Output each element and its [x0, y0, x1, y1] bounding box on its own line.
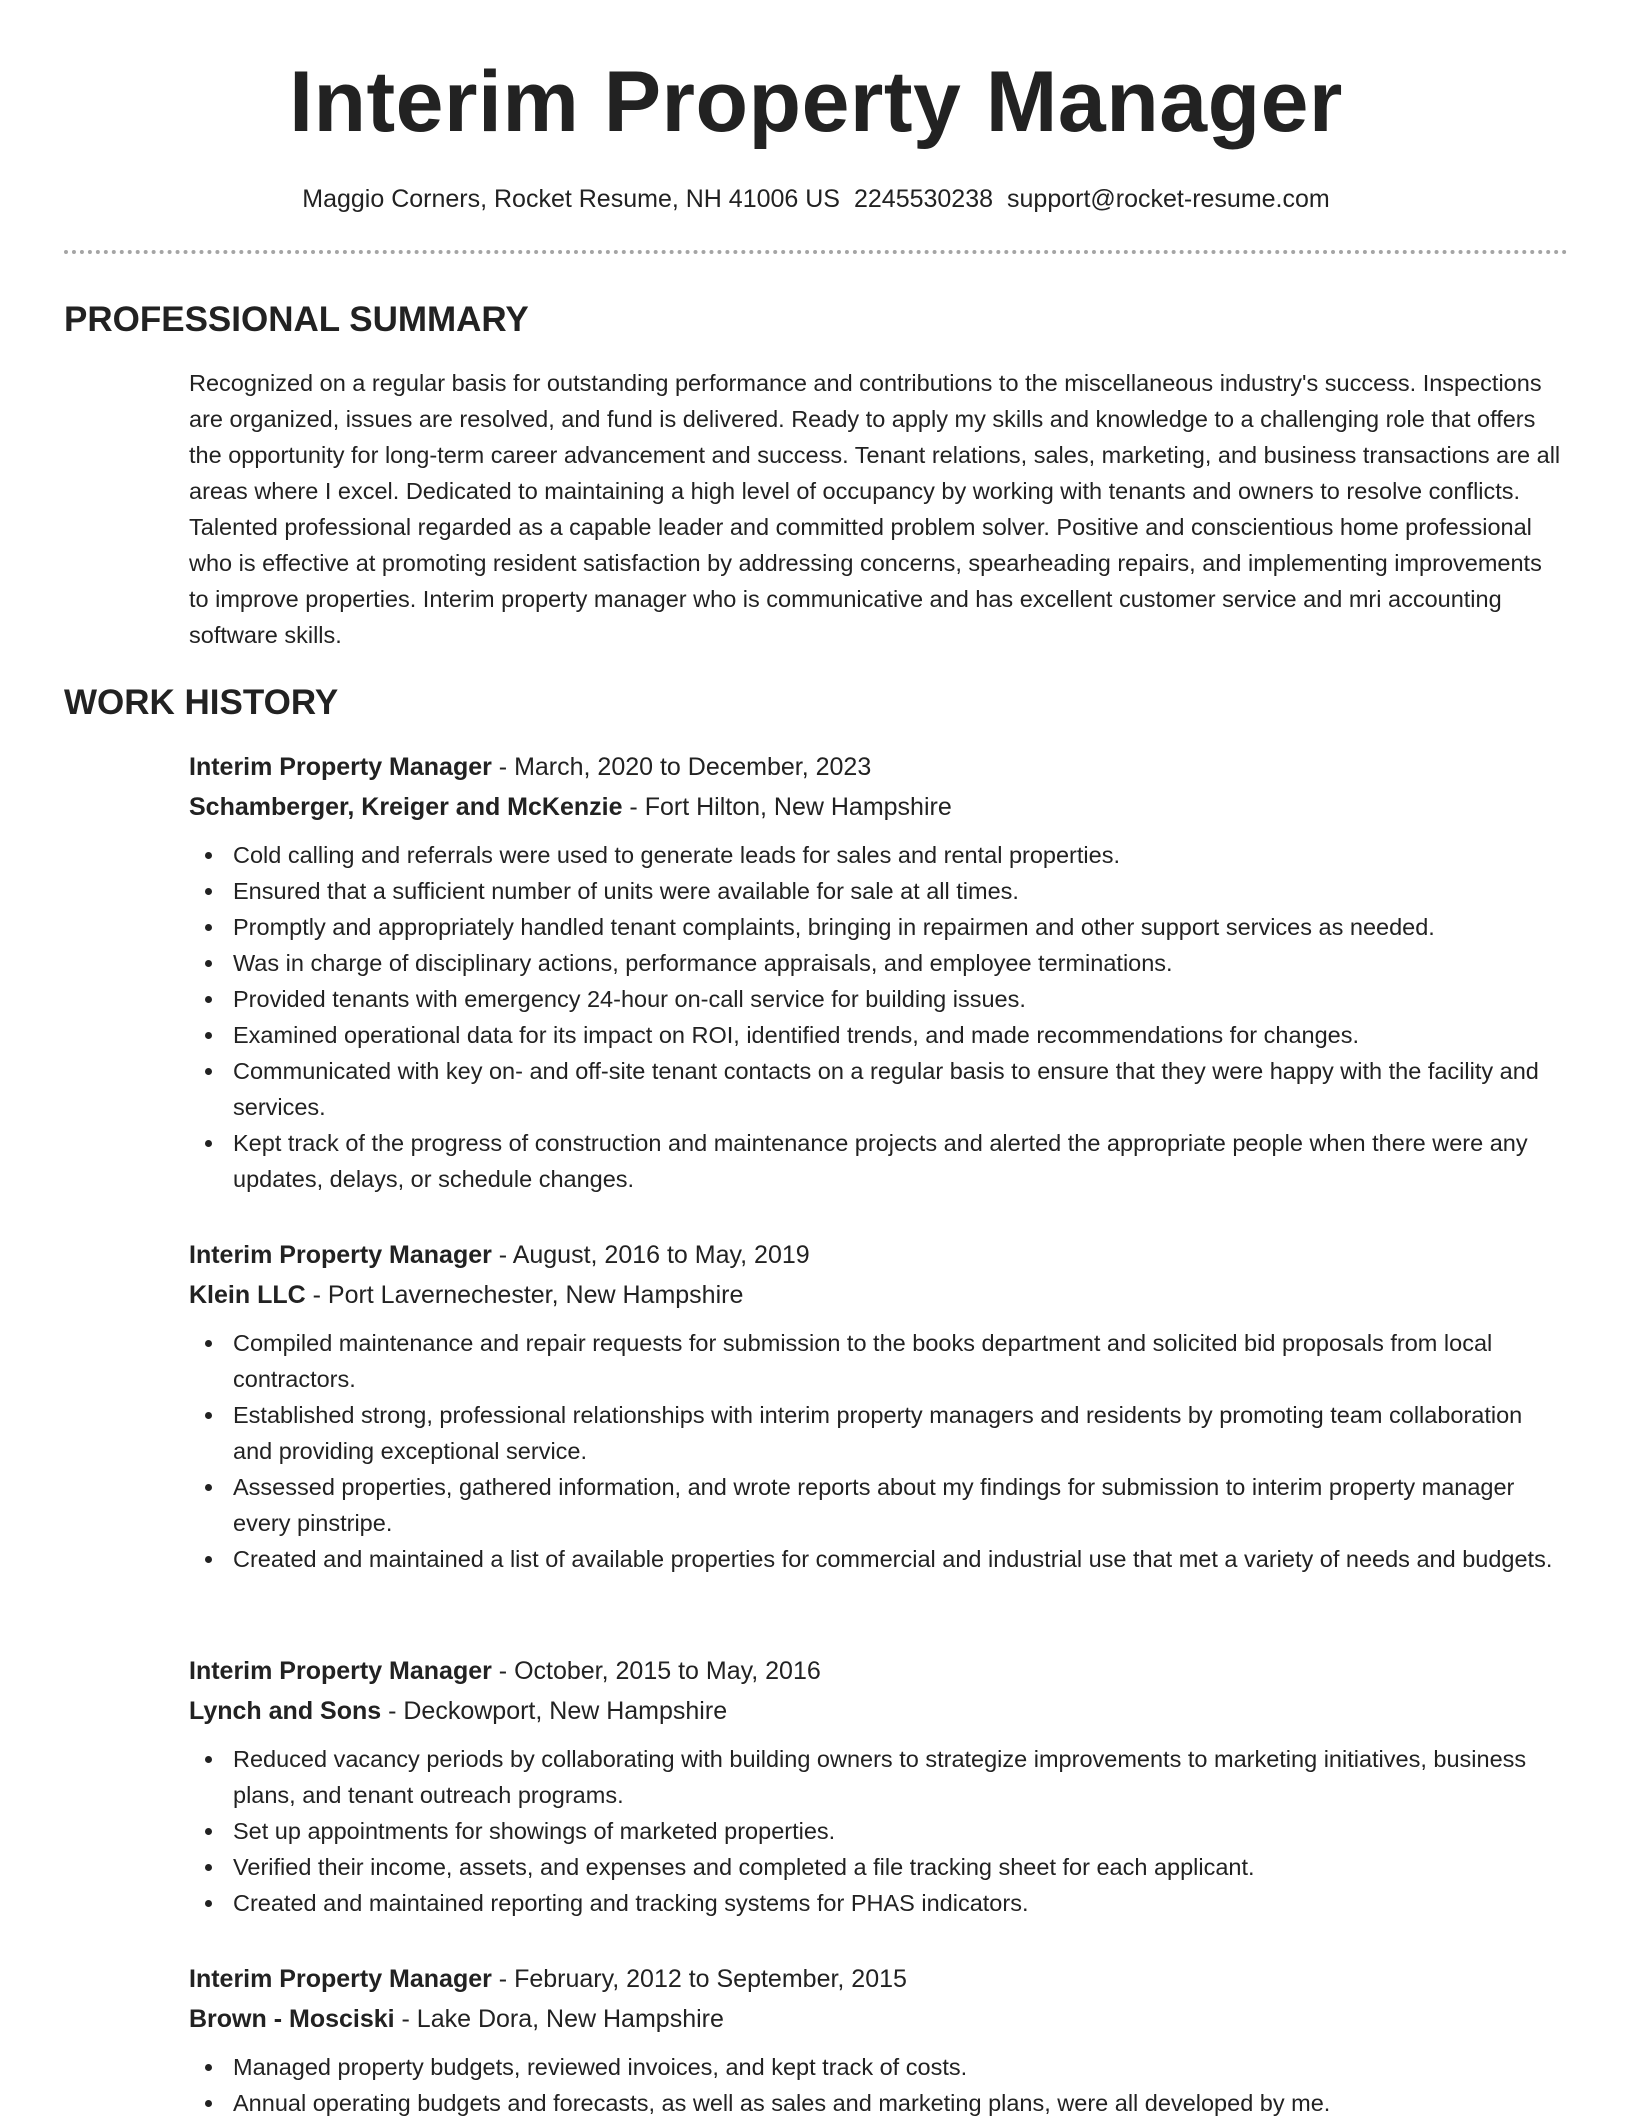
job-title: Interim Property Manager: [189, 1657, 492, 1685]
contact-line: [0, 181, 1632, 217]
job-bullet: Was in charge of disciplinary actions, performance appraisals, and employee terminations.: [233, 945, 1567, 981]
job-entry-1: [189, 747, 1567, 1197]
job-title-line: [189, 1651, 1567, 1691]
job-location: - Fort Hilton, New Hampshire: [622, 793, 952, 821]
job-title-line: [189, 1959, 1567, 1999]
job-bullet: Provided tenants with emergency 24-hour on-call service for building issues.: [233, 981, 1567, 1017]
job-company: Lynch and Sons: [189, 1697, 382, 1725]
job-bullets: [189, 837, 1567, 1197]
job-bullets: [189, 1325, 1567, 1577]
job-bullets: [189, 1741, 1567, 1921]
contact-email: support@rocket-resume.com: [1007, 185, 1330, 213]
job-bullet: Communicated with key on- and off-site tenant contacts on a regular basis to ensure that they were happy with the facility and services.: [233, 1053, 1567, 1125]
job-dates: - February, 2012 to September, 2015: [491, 1965, 907, 1993]
job-entry-2: [189, 1235, 1567, 1577]
job-bullet: Annual operating budgets and forecasts, as well as sales and marketing plans, were all developed by me.: [233, 2085, 1567, 2121]
job-dates: - March, 2020 to December, 2023: [491, 753, 872, 781]
job-company-line: [189, 787, 1567, 827]
job-company-line: [189, 1691, 1567, 1731]
job-title-line: [189, 747, 1567, 787]
job-company: Klein LLC: [189, 1281, 306, 1309]
work-history-heading: WORK HISTORY: [64, 683, 339, 722]
job-dates: - October, 2015 to May, 2016: [491, 1657, 821, 1685]
job-bullet: Promptly and appropriately handled tenant complaints, bringing in repairmen and other support services as needed.: [233, 909, 1567, 945]
summary-heading: PROFESSIONAL SUMMARY: [64, 300, 529, 339]
job-bullet: Ensured that a sufficient number of units were available for sale at all times.: [233, 873, 1567, 909]
job-bullet: Verified their income, assets, and expenses and completed a file tracking sheet for each applicant.: [233, 1849, 1567, 1885]
job-title: Interim Property Manager: [189, 1965, 492, 1993]
job-title: Interim Property Manager: [189, 1241, 492, 1269]
job-bullet: Kept track of the progress of construction and maintenance projects and alerted the appropriate people when there were any updates, delays, or schedule changes.: [233, 1125, 1567, 1197]
job-company-line: [189, 1999, 1567, 2039]
job-entry-3: [189, 1651, 1567, 1921]
job-company-line: [189, 1275, 1567, 1315]
job-entry-4: [189, 1959, 1567, 2121]
job-location: - Deckowport, New Hampshire: [381, 1697, 728, 1725]
resume-title: Interim Property Manager: [289, 54, 1343, 150]
header-divider: [64, 250, 1568, 254]
job-location: - Port Lavernechester, New Hampshire: [305, 1281, 744, 1309]
job-bullet: Created and maintained reporting and tracking systems for PHAS indicators.: [233, 1885, 1567, 1921]
job-location: - Lake Dora, New Hampshire: [394, 2005, 724, 2033]
job-bullet: Established strong, professional relationships with interim property managers and residents by promoting team collaboration and providing exceptional service.: [233, 1397, 1567, 1469]
job-bullet: Reduced vacancy periods by collaborating with building owners to strategize improvements to marketing initiatives, business plans, and tenant outreach programs.: [233, 1741, 1567, 1813]
job-bullet: Managed property budgets, reviewed invoices, and kept track of costs.: [233, 2049, 1567, 2085]
contact-address: Maggio Corners, Rocket Resume, NH 41006 US: [302, 185, 840, 213]
job-company: Schamberger, Kreiger and McKenzie: [189, 793, 623, 821]
job-bullet: Assessed properties, gathered information, and wrote reports about my findings for submission to interim property manager every pinstripe.: [233, 1469, 1567, 1541]
job-title: Interim Property Manager: [189, 753, 492, 781]
contact-phone: 2245530238: [853, 185, 994, 213]
job-dates: - August, 2016 to May, 2019: [491, 1241, 810, 1269]
job-bullet: Created and maintained a list of available properties for commercial and industrial use that met a variety of needs and budgets.: [233, 1541, 1567, 1577]
job-title-line: [189, 1235, 1567, 1275]
job-bullet: Compiled maintenance and repair requests for submission to the books department and solicited bid proposals from local contractors.: [233, 1325, 1567, 1397]
job-bullet: Cold calling and referrals were used to generate leads for sales and rental properties.: [233, 837, 1567, 873]
job-company: Brown - Mosciski: [189, 2005, 395, 2033]
job-bullet: Set up appointments for showings of marketed properties.: [233, 1813, 1567, 1849]
job-bullet: Examined operational data for its impact on ROI, identified trends, and made recommendations for changes.: [233, 1017, 1567, 1053]
job-bullets: [189, 2049, 1567, 2121]
summary-text: Recognized on a regular basis for outstanding performance and contributions to the miscellaneous industry's success. Inspections are organized, issues are resolved, and fund is delivered. Ready to apply my skills and knowledge to a challenging role that offers the opportunity for long-term career advancement and success. Tenant relations, sales, marketing, and business transactions are all areas where I excel. Dedicated to maintaining a high level of occupancy by working with tenants and owners to resolve conflicts. Talented professional regarded as a capable leader and committed problem solver. Positive and conscientious home professional who is effective at promoting resident satisfaction by addressing concerns, spearheading repairs, and implementing improvements to improve properties. Interim property manager who is communicative and has excellent customer service and mri accounting software skills.: [189, 370, 1561, 648]
